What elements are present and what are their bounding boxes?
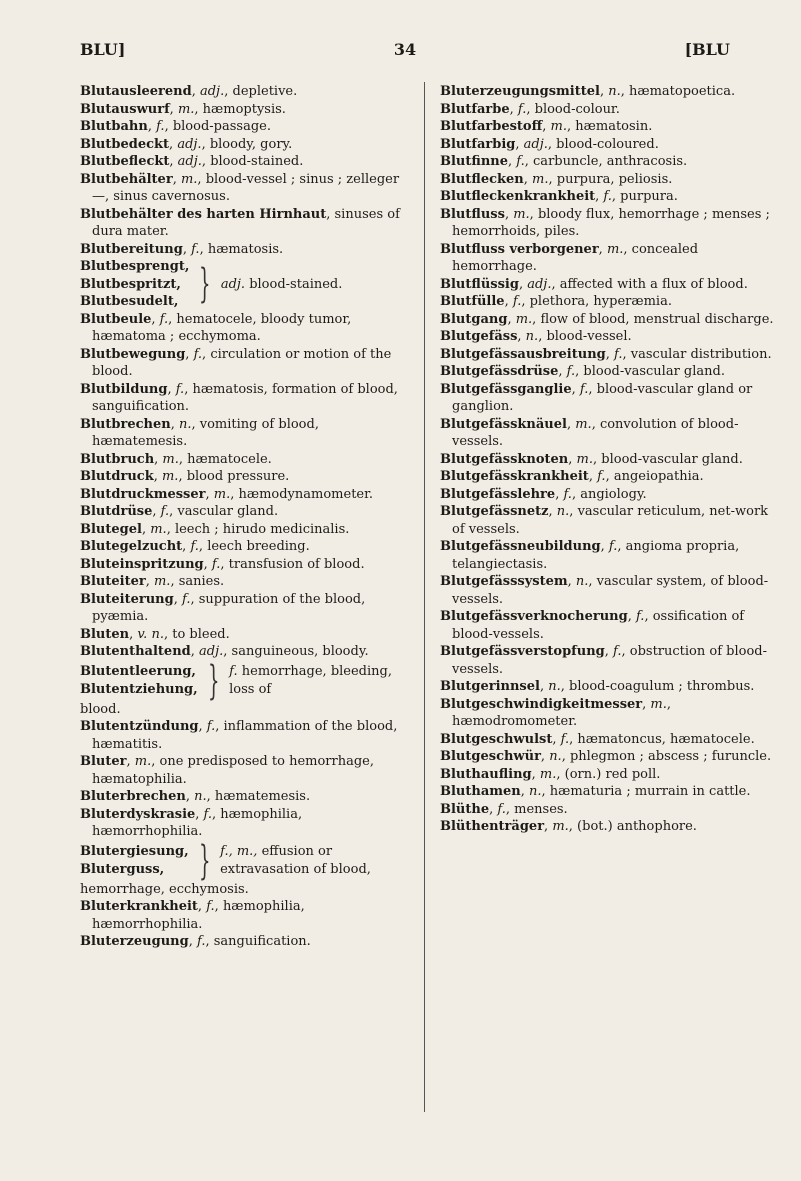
dictionary-entry: Blutgeschwindigkeitmesser, m., hæmodromometer. — [440, 696, 672, 729]
dictionary-entry: Blutbruch, m., hæmatocele. — [80, 451, 272, 467]
definition: blood-coloured. — [556, 136, 659, 152]
part-of-speech: f. — [159, 311, 169, 327]
part-of-speech: n. — [549, 749, 562, 764]
definition: carbuncle, anthracosis. — [533, 154, 688, 169]
headword: Blutbehälter — [80, 171, 173, 187]
definition: bloody flux, hemorrhage ; menses ; hemorrhoids, piles. — [452, 206, 770, 239]
part-of-speech: f. — [614, 346, 623, 362]
part-of-speech: f. — [206, 899, 215, 914]
headword: Bluterkrankheit — [80, 899, 198, 914]
definition: one predisposed to hemorrhage, hæmatophilia. — [92, 754, 374, 787]
part-of-speech: n. — [194, 789, 207, 804]
part-of-speech: m. — [153, 574, 171, 589]
part-of-speech: m. — [177, 101, 195, 117]
brace-icon: } — [207, 657, 220, 704]
headword: Blutbewegung — [80, 346, 186, 362]
part-of-speech: n. — [178, 416, 192, 432]
headword: Blüthe — [440, 801, 490, 817]
dictionary-entry: Blutfülle, f., plethora, hyperæmia. — [440, 294, 672, 309]
definition: blood-vascular gland. — [583, 364, 725, 379]
dictionary-entry: Blutbeule, f., hematocele, bloody tumor, hæmatoma ; ecchymoma. — [80, 311, 352, 344]
dictionary-entry: Blutdrüse, f., vascular gland. — [80, 504, 279, 519]
part-of-speech: f. — [635, 609, 645, 624]
header-right-guide: [BLU — [684, 40, 730, 59]
part-of-speech: m. — [606, 241, 624, 257]
dictionary-entry: Blutegelzucht, f., leech breeding. — [80, 539, 310, 554]
headword: Bluterzeugungsmittel — [440, 84, 600, 99]
dictionary-entry: Blutfarbig, adj., blood-coloured. — [440, 136, 659, 152]
part-of-speech: m. — [180, 171, 198, 187]
dictionary-entry: Blutenthaltend, adj., sanguineous, bloody. — [80, 644, 369, 659]
page-number: 34 — [393, 40, 417, 59]
definition: to bleed. — [172, 626, 230, 642]
definition: vomiting of blood, hæmatemesis. — [92, 416, 319, 449]
dictionary-entry: Blutgeschwür, n., phlegmon ; abscess ; furuncle. — [440, 749, 772, 764]
part-of-speech: f. — [566, 364, 576, 379]
headword: Blutflecken — [440, 171, 524, 187]
part-of-speech: m. — [513, 206, 530, 222]
definition: vascular reticulum, net-work of vessels. — [452, 504, 769, 537]
dictionary-entry: Blutgefässganglie, f., blood-vascular gland or ganglion. — [440, 381, 753, 414]
definition: effusion or extravasation of blood, — [220, 844, 371, 877]
headword: Bluteiter — [80, 574, 146, 589]
definition: bloody, gory. — [209, 136, 293, 152]
definition: ossification of blood-vessels. — [452, 609, 745, 642]
dictionary-entry: Bluthamen, n., hæmaturia ; murrain in cattle. — [440, 784, 751, 799]
headword: Blutdrüse — [80, 504, 153, 519]
dictionary-entry: Bluterbrechen, n., hæmatemesis. — [80, 789, 311, 804]
definition: hæmophilia, hæmorrhophilia. — [92, 899, 305, 932]
part-of-speech: f. — [175, 381, 185, 397]
headword: Blutdruckmesser — [80, 486, 206, 502]
headword: Blutbesprengt, — [80, 259, 190, 274]
definition: angiology. — [580, 486, 647, 502]
part-of-speech: f. — [193, 346, 203, 362]
headword: Blutbildung — [80, 381, 168, 397]
dictionary-entry: Blüthenträger, m., (bot.) anthophore. — [440, 819, 697, 834]
part-of-speech: m. — [134, 754, 152, 769]
dictionary-entry: Blutgefässnetz, n., vascular reticulum, net-work of vessels. — [440, 504, 769, 537]
definition: circulation or motion of the blood. — [92, 346, 392, 379]
definition: phlegmon ; abscess ; furuncle. — [569, 749, 772, 764]
definition: plethora, hyperæmia. — [529, 294, 672, 309]
headword: Blutbedeckt — [80, 136, 170, 152]
dictionary-entry: Blutbefleckt, adj., blood-stained. — [80, 154, 304, 169]
part-of-speech: m. — [162, 451, 179, 467]
page-header — [80, 40, 730, 64]
headword: Blutfarbe — [440, 101, 510, 117]
definition: blood-vascular gland or ganglion. — [452, 381, 753, 414]
definition: hæmophilia, hæmorrhophilia. — [92, 806, 303, 839]
headword: Blutgefässverknocherung — [440, 609, 628, 624]
brace-group — [80, 837, 414, 884]
headword: Blutgefässnetz — [440, 504, 549, 519]
part-of-speech: f. — [517, 101, 527, 117]
dictionary-entry: Blutfarbestoff, m., hæmatosin. — [440, 119, 653, 134]
headword: Bluthaufling — [440, 766, 532, 782]
headword: Bluthamen — [440, 784, 521, 799]
part-of-speech: f. — [563, 486, 572, 502]
definition: hæmatemesis. — [214, 789, 311, 804]
right-column — [440, 83, 774, 1143]
dictionary-entry: Bluten, v. n., to bleed. — [80, 626, 230, 642]
definition: transfusion of blood. — [228, 556, 365, 572]
headword: Blutgerinnsel — [440, 679, 540, 694]
part-of-speech: m. — [213, 486, 231, 502]
headword: Blutgefässsystem — [440, 574, 568, 589]
definition: blood-stained. — [249, 276, 343, 292]
headword: Blutentzündung — [80, 719, 199, 734]
headword: Blutbruch — [80, 451, 155, 467]
dictionary-entry: Blutgefässneubildung, f., angioma propria, telangiectasis. — [440, 539, 740, 572]
dictionary-entry: Blutausleerend, adj., depletive. — [80, 84, 298, 99]
headword: Blutenthaltend — [80, 644, 191, 659]
headword: Blutausleerend — [80, 84, 192, 99]
part-of-speech: f., m., — [220, 844, 258, 859]
dictionary-entry: Blutbehälter des harten Hirnhaut, sinuses of dura mater. — [80, 206, 400, 239]
headword: Blutgefässknäuel — [440, 416, 567, 432]
headword: Blutbeule — [80, 311, 152, 327]
part-of-speech: n. — [556, 504, 570, 519]
headword: Blutgang — [440, 311, 508, 327]
definition: sinuses of dura mater. — [92, 206, 400, 239]
part-of-speech: f. — [597, 469, 606, 484]
definition: menses. — [514, 801, 568, 817]
headword: Blutgefässausbreitung — [440, 346, 606, 362]
part-of-speech: f. — [516, 154, 525, 169]
dictionary-entry: Blutbereitung, f., hæmatosis. — [80, 241, 284, 257]
headword: Blutgeschwindigkeitmesser — [440, 696, 643, 712]
definition: vascular gland. — [177, 504, 279, 519]
dictionary-entry: Blutbehälter, m., blood-vessel ; sinus ; zelleger —, sinus cavernosus. — [80, 171, 400, 204]
definition: hæmatosin. — [575, 119, 653, 134]
dictionary-entry: Bluthaufling, m., (orn.) red poll. — [440, 766, 661, 782]
dictionary-entry: Bluterzeugungsmittel, n., hæmatopoetica. — [440, 84, 736, 99]
definition: affected with a flux of blood. — [559, 276, 748, 292]
entry-definition — [229, 663, 414, 698]
headword: Blutgefässverstopfung — [440, 644, 605, 659]
headword: Blutbereitung — [80, 241, 183, 257]
headword: Blutfarbestoff — [440, 119, 543, 134]
definition: flow of blood, menstrual discharge. — [540, 311, 774, 327]
part-of-speech: m. — [575, 416, 592, 432]
part-of-speech: m. — [161, 469, 179, 484]
part-of-speech: m. — [150, 521, 167, 537]
headword: Blutbahn — [80, 119, 148, 134]
dictionary-entry: Blutbahn, f., blood-passage. — [80, 119, 271, 134]
definition: vascular system, of blood-vessels. — [452, 574, 769, 607]
part-of-speech: f. — [196, 934, 206, 949]
definition: purpura, peliosis. — [556, 171, 673, 187]
part-of-speech: adj. — [220, 276, 246, 292]
dictionary-entry: Bluteinspritzung, f., transfusion of blood. — [80, 556, 365, 572]
headword: Blutgeschwür — [440, 749, 541, 764]
part-of-speech: m. — [550, 119, 568, 134]
dictionary-entry: Blutfleckenkrankheit, f., purpura. — [440, 189, 678, 204]
headword: Blüthenträger — [440, 819, 545, 834]
dictionary-entry: Blutdruck, m., blood pressure. — [80, 469, 290, 484]
dictionary-entry: Bluteiterung, f., suppuration of the blood, pyæmia. — [80, 591, 366, 624]
dictionary-entry: Blutbrechen, n., vomiting of blood, hæmatemesis. — [80, 416, 319, 449]
dictionary-entry: Blutdruckmesser, m., hæmodynamometer. — [80, 486, 374, 502]
headword: Blutgefässlehre — [440, 486, 556, 502]
brace-headwords — [80, 663, 198, 698]
part-of-speech: f. — [191, 241, 200, 257]
headword: Blutgeschwulst — [440, 731, 553, 747]
headword: Blutgefässkrankheit — [440, 469, 589, 484]
definition: depletive. — [232, 84, 298, 99]
dictionary-entry: Blutgefässdrüse, f., blood-vascular gland. — [440, 364, 725, 379]
dictionary-entry: Blutflüssig, adj., affected with a flux of blood. — [440, 276, 748, 292]
definition: blood-passage. — [172, 119, 271, 134]
dictionary-entry: Bluterdyskrasie, f., hæmophilia, hæmorrhophilia. — [80, 806, 303, 839]
headword: Blutbesudelt, — [80, 294, 179, 309]
dictionary-entry: Blutgefässkrankheit, f., angeiopathia. — [440, 469, 704, 484]
part-of-speech: m. — [650, 696, 667, 712]
headword: Blutgefässdrüse — [440, 364, 559, 379]
definition: hæmatosis, formation of blood, sanguification. — [92, 381, 398, 414]
column-divider — [424, 82, 425, 1112]
headword: Blutbefleckt — [80, 154, 170, 169]
dictionary-entry: Blutgefäss, n., blood-vessel. — [440, 329, 632, 344]
definition: (orn.) red poll. — [564, 766, 661, 782]
part-of-speech: m. — [576, 451, 593, 467]
definition: sanguineous, bloody. — [231, 644, 369, 659]
left-column — [80, 83, 414, 1143]
headword: Blutbrechen — [80, 416, 171, 432]
headword: Blutergiesung, — [80, 844, 189, 859]
headword: Blutauswurf — [80, 101, 170, 117]
definition: hematocele, bloody tumor, hæmatoma ; ecchymoma. — [92, 311, 352, 344]
definition: vascular distribution. — [630, 346, 772, 362]
dictionary-entry-group — [80, 258, 414, 311]
definition: hæmodromometer. — [452, 714, 578, 729]
dictionary-entry: Bluterzeugung, f., sanguification. — [80, 934, 311, 949]
definition-continuation: blood. — [80, 701, 121, 717]
part-of-speech: f. — [203, 806, 213, 822]
definition: blood pressure. — [186, 469, 290, 484]
dictionary-entry: Blutgefässausbreitung, f., vascular distribution. — [440, 346, 772, 362]
headword: Blutbespritzt, — [80, 276, 181, 292]
headword: Blutgefässganglie — [440, 381, 572, 397]
definition: blood-stained. — [210, 154, 304, 169]
definition: obstruction of blood-vessels. — [452, 644, 768, 677]
brace-group — [80, 258, 414, 311]
headword: Blutgefässknoten — [440, 451, 569, 467]
definition: inflammation of the blood, hæmatitis. — [92, 719, 398, 752]
dictionary-entry: Blutgefässverknocherung, f., ossification of blood-vessels. — [440, 609, 745, 642]
definition: hæmatopoetica. — [628, 84, 736, 99]
headword: Blutbehälter des harten Hirnhaut — [80, 206, 327, 222]
headword: Blutegel — [80, 521, 142, 537]
part-of-speech: m. — [532, 171, 549, 187]
definition: purpura. — [620, 189, 678, 204]
dictionary-entry: Bluteiter, m., sanies. — [80, 574, 225, 589]
headword: Bluten — [80, 626, 130, 642]
dictionary-entry: Blutauswurf, m., hæmoptysis. — [80, 101, 286, 117]
headword: Blutfülle — [440, 294, 505, 309]
part-of-speech: f. — [560, 731, 570, 747]
dictionary-entry: Blutgang, m., flow of blood, menstrual discharge. — [440, 311, 774, 327]
definition: hemorrhage, bleeding, loss of — [229, 664, 392, 697]
headword: Blutfarbig — [440, 136, 516, 152]
headword: Blutentleerung, — [80, 664, 196, 679]
part-of-speech: f. — [206, 719, 216, 734]
definition: angeiopathia. — [613, 469, 704, 484]
part-of-speech: f. — [156, 119, 165, 134]
part-of-speech: adj. — [523, 136, 548, 152]
part-of-speech: n. — [529, 784, 542, 799]
headword: Blutflüssig — [440, 276, 519, 292]
definition: leech ; hirudo medicinalis. — [174, 521, 350, 537]
part-of-speech: f. — [579, 381, 589, 397]
headword: Bluterguss, — [80, 861, 165, 877]
brace-icon: } — [198, 837, 211, 884]
headword: Blutfluss verborgener — [440, 241, 599, 257]
dictionary-entry-group — [80, 837, 414, 899]
brace-headwords — [80, 258, 189, 311]
dictionary-entry: Blutfarbe, f., blood-colour. — [440, 101, 620, 117]
definition: (bot.) anthophore. — [577, 819, 697, 834]
part-of-speech: m. — [552, 819, 569, 834]
headword: Bluteiterung — [80, 591, 174, 607]
dictionary-entry: Blutegel, m., leech ; hirudo medicinalis. — [80, 521, 350, 537]
part-of-speech: f. — [608, 539, 618, 554]
part-of-speech: f. — [211, 556, 221, 572]
part-of-speech: adj. — [177, 136, 202, 152]
headword: Bluterdyskrasie — [80, 806, 196, 822]
headword: Blutfluss — [440, 206, 505, 222]
dictionary-entry: Blutgeschwulst, f., hæmatoncus, hæmatocele. — [440, 731, 755, 747]
headword: Blutdruck — [80, 469, 154, 484]
dictionary-entry: Blutgefässlehre, f., angiology. — [440, 486, 647, 502]
headword: Blutegelzucht — [80, 539, 183, 554]
definition: leech breeding. — [207, 539, 310, 554]
definition: blood-vessel. — [546, 329, 632, 344]
definition: hæmatocele. — [187, 451, 272, 467]
dictionary-entry: Blutentzündung, f., inflammation of the blood, hæmatitis. — [80, 719, 398, 752]
part-of-speech: f. — [160, 504, 170, 519]
part-of-speech: adj. — [199, 644, 224, 659]
headword: Blutgefässneubildung — [440, 539, 601, 554]
headword: Blutfinne — [440, 154, 509, 169]
definition-continuation: hemorrhage, ecchymosis. — [80, 881, 249, 897]
part-of-speech: n. — [548, 679, 561, 694]
brace-icon: } — [199, 261, 211, 308]
dictionary-entry: Bluter, m., one predisposed to hemorrhage, hæmatophilia. — [80, 754, 374, 787]
definition: sanguification. — [213, 934, 311, 949]
brace-headwords — [80, 843, 189, 878]
dictionary-entry: Blutgefässknoten, m., blood-vascular gland. — [440, 451, 743, 467]
part-of-speech: adj. — [177, 154, 202, 169]
definition: suppuration of the blood, pyæmia. — [92, 591, 366, 624]
brace-group — [80, 657, 414, 704]
entry-definition — [221, 276, 414, 294]
part-of-speech: adj. — [199, 84, 225, 99]
definition: angioma propria, telangiectasis. — [452, 539, 740, 572]
headword: Blutgefäss — [440, 329, 518, 344]
part-of-speech: m. — [515, 311, 533, 327]
headword: Bluterbrechen — [80, 789, 186, 804]
definition: sanies. — [178, 574, 225, 589]
definition: hæmoptysis. — [202, 101, 286, 117]
dictionary-entry: Blutgefässverstopfung, f., obstruction of blood-vessels. — [440, 644, 768, 677]
dictionary-entry-group — [80, 657, 414, 719]
headword: Blutfleckenkrankheit — [440, 189, 596, 204]
part-of-speech: f. — [512, 294, 522, 309]
dictionary-entry: Blutflecken, m., purpura, peliosis. — [440, 171, 673, 187]
part-of-speech: f. — [181, 591, 191, 607]
definition: hæmodynamometer. — [238, 486, 374, 502]
definition: blood-colour. — [534, 101, 620, 117]
headword: Bluterzeugung — [80, 934, 189, 949]
dictionary-entry: Blutbildung, f., hæmatosis, formation of blood, sanguification. — [80, 381, 398, 414]
part-of-speech: f. — [190, 539, 199, 554]
headword: Bluter — [80, 754, 127, 769]
definition: hæmaturia ; murrain in cattle. — [549, 784, 751, 799]
dictionary-entry: Blutgefässknäuel, m., convolution of blood-vessels. — [440, 416, 739, 449]
part-of-speech: m. — [539, 766, 557, 782]
part-of-speech: n. — [608, 84, 621, 99]
definition: hæmatosis. — [207, 241, 284, 257]
header-left-guide: BLU] — [80, 40, 126, 59]
definition: concealed hemorrhage. — [452, 241, 699, 274]
part-of-speech: n. — [575, 574, 589, 589]
dictionary-entry: Blutgefässsystem, n., vascular system, of blood-vessels. — [440, 574, 769, 607]
part-of-speech: f. — [613, 644, 622, 659]
part-of-speech: f. — [497, 801, 506, 817]
dictionary-entry: Bluterkrankheit, f., hæmophilia, hæmorrhophilia. — [80, 899, 305, 932]
dictionary-entry: Blüthe, f., menses. — [440, 801, 568, 817]
headword: Blutentziehung, — [80, 681, 198, 697]
dictionary-entry: Blutfinne, f., carbuncle, anthracosis. — [440, 154, 688, 169]
dictionary-entry: Blutfluss, m., bloody flux, hemorrhage ; menses ; hemorrhoids, piles. — [440, 206, 770, 239]
part-of-speech: adj. — [527, 276, 552, 292]
dictionary-entry: Blutbewegung, f., circulation or motion of the blood. — [80, 346, 392, 379]
dictionary-entry: Blutgerinnsel, n., blood-coagulum ; thrombus. — [440, 679, 755, 694]
definition: blood-vessel ; sinus ; zelleger —, sinus cavernosus. — [92, 171, 400, 204]
part-of-speech: n. — [525, 329, 539, 344]
definition: hæmatoncus, hæmatocele. — [577, 731, 755, 747]
definition: blood-vascular gland. — [601, 451, 743, 467]
part-of-speech: f. — [229, 664, 238, 679]
headword: Bluteinspritzung — [80, 556, 204, 572]
part-of-speech: v. n. — [137, 626, 164, 642]
dictionary-entry: Blutbedeckt, adj., bloody, gory. — [80, 136, 293, 152]
entry-definition — [220, 843, 414, 878]
dictionary-entry: Blutfluss verborgener, m., concealed hemorrhage. — [440, 241, 699, 274]
part-of-speech: f. — [603, 189, 612, 204]
definition: convolution of blood-vessels. — [452, 416, 739, 449]
definition: blood-coagulum ; thrombus. — [569, 679, 755, 694]
